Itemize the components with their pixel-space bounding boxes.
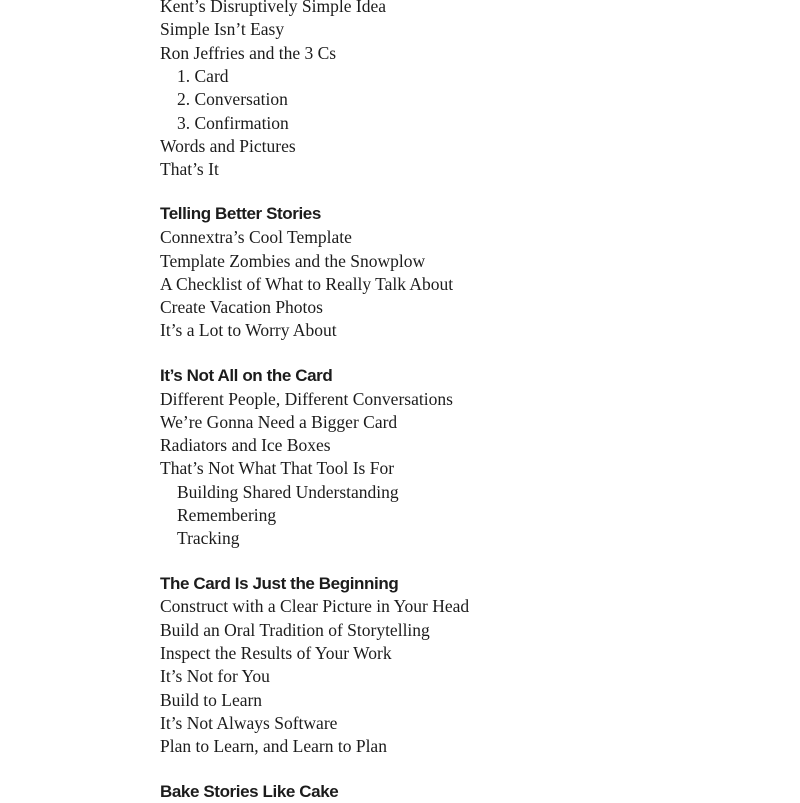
entry-title: 1. Card <box>177 65 229 86</box>
entry-title: Tracking <box>177 528 240 549</box>
chapter-title <box>160 364 335 387</box>
entry-title: Create Vacation Photos <box>160 297 323 318</box>
entry-title: Template Zombies and the Snowplow <box>160 250 426 271</box>
chapter-title-text: Telling Better Stories <box>160 204 324 223</box>
entry-title: That’s It <box>160 159 219 180</box>
entry-title: Inspect the Results of Your Work <box>160 643 392 663</box>
entry-title: That’s Not What That Tool Is For <box>160 458 395 479</box>
chapter-title-text: It’s Not All on the Card <box>160 366 335 385</box>
entry-title: A Checklist of What to Really Talk About <box>160 273 454 294</box>
entry-title: It’s a Lot to Worry About <box>160 320 337 341</box>
entry-title: Kent’s Disruptively Simple Idea <box>160 0 387 16</box>
entry-title: Different People, Different Conversations <box>160 388 453 409</box>
entry-title: Connextra’s Cool Template <box>160 227 352 248</box>
entry-title: It’s Not Always Software <box>160 712 338 733</box>
chapter-title-text: Bake Stories Like Cake <box>160 782 341 801</box>
entry-title: Remembering <box>177 505 277 525</box>
entry-title: Words and Pictures <box>160 135 296 156</box>
entry-title: Build an Oral Tradition of Storytelling <box>160 619 430 640</box>
entry-title: Construct with a Clear Picture in Your Head <box>160 596 470 617</box>
entry-title: Simple Isn’t Easy <box>160 19 285 40</box>
chapter-title <box>160 780 341 803</box>
chapter-title-text: The Card Is Just the Beginning <box>160 574 401 593</box>
entry-title: It’s Not for You <box>160 666 270 687</box>
chapter-title <box>160 572 401 595</box>
entry-title: Ron Jeffries and the 3 Cs <box>160 42 337 63</box>
entry-title: Building Shared Understanding <box>177 481 399 502</box>
entry-title: Build to Learn <box>160 689 263 710</box>
chapter-title <box>160 202 324 225</box>
entry-title: 3. Confirmation <box>177 112 289 133</box>
entry-title: 2. Conversation <box>177 89 288 110</box>
entry-title: We’re Gonna Need a Bigger Card <box>160 411 398 432</box>
entry-title: Plan to Learn, and Learn to Plan <box>160 736 387 757</box>
entry-title: Radiators and Ice Boxes <box>160 435 331 456</box>
